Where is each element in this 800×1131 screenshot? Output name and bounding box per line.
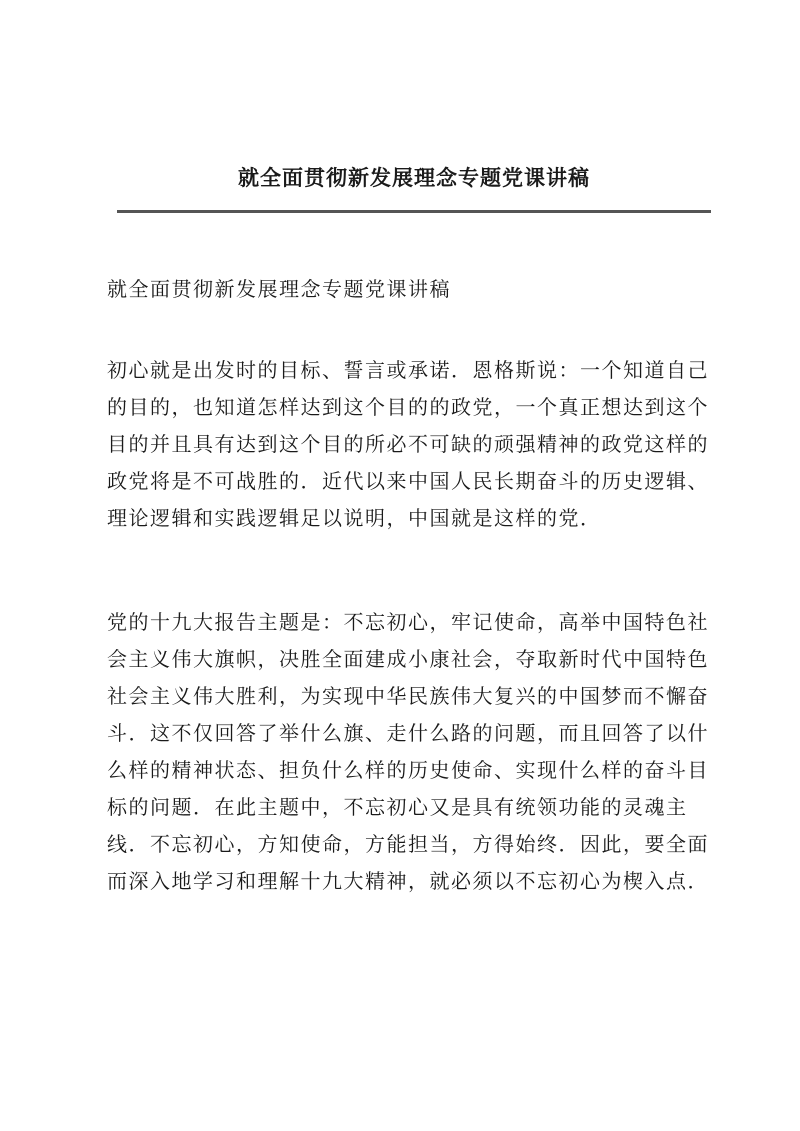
paragraph-line: 会主义伟大旗帜，决胜全面建成小康社会，夺取新时代中国特色 bbox=[107, 647, 709, 671]
paragraph-line: 而深入地学习和理解十九大精神，就必须以不忘初心为楔入点． bbox=[107, 869, 709, 893]
paragraph-line: 政党将是不可战胜的．近代以来中国人民长期奋斗的历史逻辑、 bbox=[107, 469, 709, 493]
paragraph-line: 党的十九大报告主题是：不忘初心，牢记使命，高举中国特色社 bbox=[107, 610, 709, 634]
paragraph-line: 的目的，也知道怎样达到这个目的的政党，一个真正想达到这个 bbox=[107, 395, 709, 419]
document-subtitle: 就全面贯彻新发展理念专题党课讲稿 bbox=[107, 277, 451, 301]
paragraph-line: 初心就是出发时的目标、誓言或承诺．恩格斯说：一个知道自己 bbox=[107, 358, 709, 382]
title-divider bbox=[117, 210, 711, 213]
paragraph-line: 社会主义伟大胜利，为实现中华民族伟大复兴的中国梦而不懈奋 bbox=[107, 684, 709, 708]
paragraph-line: 目的并且具有达到这个目的所必不可缺的顽强精神的政党这样的 bbox=[107, 432, 709, 456]
paragraph-line: 理论逻辑和实践逻辑足以说明，中国就是这样的党． bbox=[107, 506, 602, 530]
paragraph-1 bbox=[107, 352, 707, 537]
paragraph-line: 线．不忘初心，方知使命，方能担当，方得始终．因此，要全面 bbox=[107, 832, 709, 856]
paragraph-line: 么样的精神状态、担负什么样的历史使命、实现什么样的奋斗目 bbox=[107, 758, 709, 782]
paragraph-2 bbox=[107, 604, 707, 900]
paragraph-line: 斗．这不仅回答了举什么旗、走什么路的问题，而且回答了以什 bbox=[107, 721, 709, 745]
document-title: 就全面贯彻新发展理念专题党课讲稿 bbox=[238, 165, 590, 190]
paragraph-line: 标的问题．在此主题中，不忘初心又是具有统领功能的灵魂主 bbox=[107, 795, 688, 819]
